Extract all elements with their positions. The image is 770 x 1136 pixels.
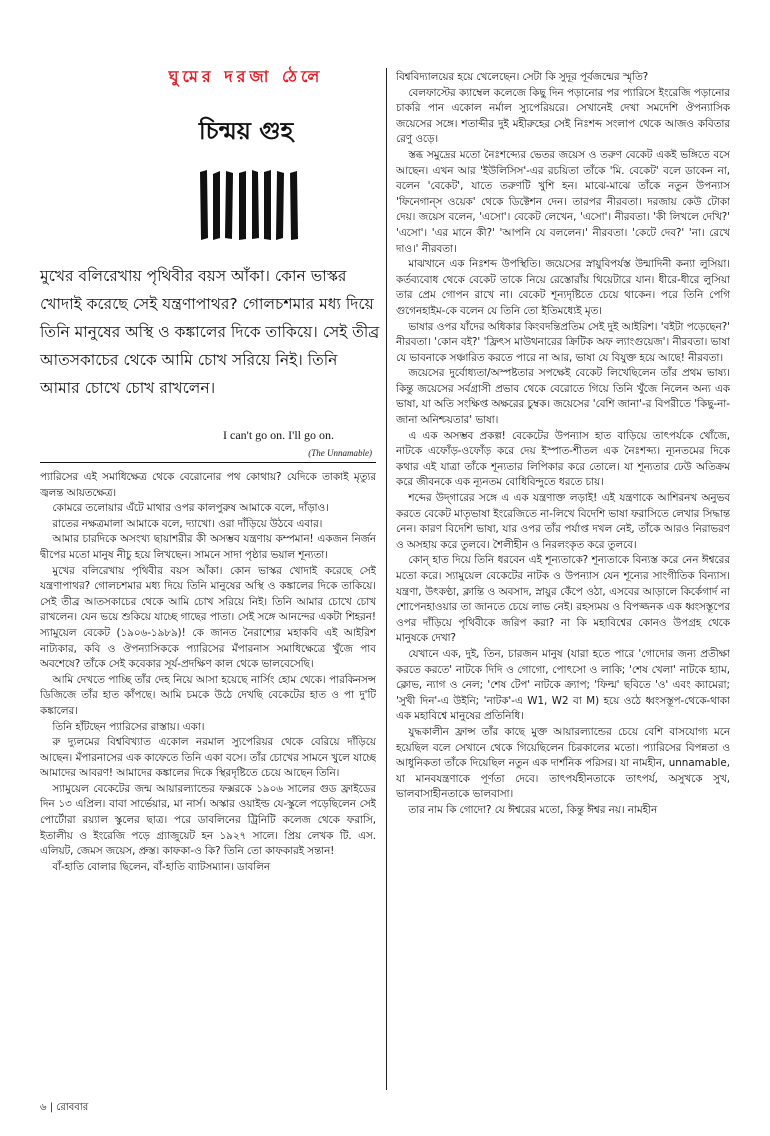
paragraph: জয়েসের দুর্বোধ্যতা/অস্পষ্টতার সপক্ষেই বেকেট লিখেছিলেন তাঁর প্রথম ভাষ্য। কিন্তু জয়েসের সর্বগ্রাসী প্রভাব থেকে বেরোতে গিয়ে তিনি খুঁজে নিলেন অন্য এক ভাষা, যা অতি সংক্ষিপ্ত অক্ষরের চুম্বক। জয়েসের 'বেশি জানা'-র বিপরীতে 'কিছু-না-জানা অনিশ্চয়তার' ভাষা। — [396, 367, 730, 427]
paragraph: স্তব্ধ সমুদ্রের মতো নৈঃশব্দ্যের ভেতর জয়েস ও তরুণ বেকেট একই ভঙ্গিতে বসে আছেন। এখন আর 'ইউলিসিস'-এর রচয়িতা তাঁকে 'মি. বেকেট' বলে ডাকেন না, বলেন 'বেকেট', যাতে তরুণটি খুশি হন। মাঝে-মাঝে তাঁকে নতুন উপন্যাস 'ফিনেগান্‌স ওয়েক' থেকে ডিক্টেশন দেন। তারপর নীরবতা। দরজায় কেউ টোকা দেয়। জয়েস বলেন, 'এসো'। বেকেট লেখেন, 'এসো'। নীরবতা। 'কী লিখলে দেখি?' 'এসো'। 'এর মানে কী?' 'আপনি যে বললেন।' নীরবতা। 'কেটে দেব?' 'না। রেখে দাও।' নীরবতা। — [396, 148, 730, 255]
article-column-right — [396, 70, 730, 1082]
paragraph: আমি দেখতে পাচ্ছি তাঁর দেহ নিয়ে আসা হয়েছে নার্সিং হোম থেকে। পারকিনসন্স ডিজিজে তাঁর হাত কাঁপছে। আমি চমকে উঠে দেখছি বেকেটের হাত ও পা দু'টি কঙ্কালের। — [40, 673, 376, 717]
paragraph: তার নাম কি গোদো? যে ঈশ্বরের মতো, কিন্তু ঈশ্বর নয়। নামহীন — [408, 803, 658, 816]
paragraph: শব্দের উদ্‌গারের সঙ্গে এ এক যন্ত্রণাক্ত লড়াই! এই যন্ত্রণাকে আশিরনখ অনুভব করতে বেকেট মাতৃভাষা ইংরেজিতে না-লিখে বিদেশি ভাষা ফরাসিতে লেখার সিদ্ধান্ত নেন। কারণ বিদেশি ভাষা, যার ওপর তাঁর পর্যাপ্ত দখল নেই, তাঁকে আরও নিরাভরণ ও অসহায় করে তুলবে। শৈলীহীন ও নিরলংকৃত করে তুলবে। — [396, 492, 730, 551]
lede-paragraph: মুখের বলিরেখায় পৃথিবীর বয়স আঁকা। কোন ভাস্কর খোদাই করেছে সেই যন্ত্রণাপাথর? গোলচশমার মধ্য দিয়ে তিনি মানুষের অস্থি ও কঙ্কালের দিকে তাকিয়ে। সেই তীব্র আতসকাচের থেকে আমি চোখ সরিয়ে নিই। তিনি আমার চোখে চোখ রাখলেন। — [40, 267, 380, 397]
paragraph: বাঁ-হাতি বোলার ছিলেন, বাঁ-হাতি ব্যাটসম্যান। ডাবলিন — [52, 860, 271, 873]
column-divider — [386, 68, 387, 1090]
paragraph: প্যারিসের এই সমাধিক্ষেত্র থেকে বেরোনোর পথ কোথায়? যেদিকে তাকাই মৃত্যুর জ্বলন্ত আয়তক্ষেত্র। — [40, 471, 376, 499]
paragraph: তিনি হাঁটছেন প্যারিসের রাস্তায়। একা। — [52, 720, 205, 733]
epigraph-source: (The Unnamable) — [308, 448, 372, 458]
article-column-left — [40, 470, 376, 1080]
paragraph: যুদ্ধকালীন ফ্রান্স তাঁর কাছে মুক্ত আয়ারল্যান্ডের চেয়ে বেশি বাসযোগ্য মনে হয়েছিল বলে সেখানে থেকে গিয়েছিলেন চিরকালের মতো। প্যারিসের বিপন্নতা ও আধুনিকতা তাঁকে দিয়েছিল নতুন এক দার্শনিক পরিসর। যা নামহীন, unnamable, যা মানবযন্ত্রণাকে পূর্ণতা দেবে। তাৎপর্যহীনতাকে তাৎপর্য, অসুখকে সুখ, ভালবাসাহীনতাকে ভালবাসা। — [396, 725, 730, 801]
paragraph: আমার চারদিকে অসংখ্য ছায়াশরীর কী অসম্ভব যন্ত্রণায় কম্পমান! একজন নির্জন দ্বীপের মতো মানুষ নীচু হয়ে লিখছেন। সামনে সাদা পৃষ্ঠার ভয়াল শূন্যতা। — [40, 533, 376, 561]
section-kicker: ঘুমের দরজা ঠেলে — [168, 67, 324, 86]
author-name: চিন্ময় গুহ — [198, 117, 294, 145]
footer-separator: | — [49, 1102, 57, 1113]
page-footer — [40, 1100, 88, 1117]
paragraph: রু দ্যুলমের বিশ্ববিখ্যাত একোল নরমাল স্যুপেরিয়র থেকে বেরিয়ে দাঁড়িয়ে আছেন। মঁপারনাসের এক কাফেতে তিনি একা বসে। তাঁর চোখের সামনে খুলে যাচ্ছে আমাদের আবরণ! আমাদের কঙ্কালের দিকে স্থিরদৃষ্টিতে চেয়ে আছেন তিনি। — [40, 736, 376, 780]
paragraph: রাতের নক্ষত্রমালা আমাকে বলে, দ্যাখো। ওরা দাঁড়িয়ে উঠবে এবার। — [52, 517, 323, 530]
paragraph: মুখের বলিরেখায় পৃথিবীর বয়স আঁকা। কোন ভাস্কর খোদাই করেছে সেই যন্ত্রণাপাথর? গোলচশমার মধ্য দিয়ে তিনি মানুষের অস্থি ও কঙ্কালের দিকে তাকিয়ে। সেই তীব্র আতসকাচের থেকে আমি চোখ সরিয়ে নিই। তিনি আমার চোখে চোখ রাখলেন। যেন ভয়ে শুকিয়ে যাচ্ছে গাছের পাতা। সেই সঙ্গে আনন্দের একটা শিহরন! স্যামুয়েল বেকেট (১৯০৬-১৯৮৯)! কে জানত নৈরাশ্যের মহাকবি এই আইরিশ নাট্যকার, কবি ও ঔপন্যাসিককে প্যারিসের মঁপারনাস সমাধিক্ষেত্রে খুঁজে পাব অবশেষে? তাঁকে সেই কবেকার সূর্য-প্রদক্ষিণ কাল থেকে ভালবেসেছি। — [40, 564, 376, 671]
paragraph: কোন্‌ হাত দিয়ে তিনি ধরবেন এই শূন্যতাকে? শূন্যতাকে বিন্যস্ত করে নেন ঈশ্বরের মতো করে। স্যামুয়েল বেকেটের নাটক ও উপন্যাস যেন শূন্যের সাংগীতিক বিন্যাস। যন্ত্রণা, উৎকণ্ঠা, ক্লান্তি ও অবসাদ, স্নায়ুর কেঁপে ওঠা, এসবের আড়ালে কির্কেগার্দ না শোপেনহাওয়ার তা জানতে চেয়ে লাভ নেই। রহস্যময় ও বিপজ্জনক এক ধ্বংসস্তূপের ওপর দাঁড়িয়ে পৃথিবীকে জরিপ করা? না কি মহাবিশ্বের কোনও উপগ্রহ থেকে মানুষকে দেখা? — [396, 554, 730, 645]
paragraph: কোমরে তলোয়ার এঁটে মাথার ওপর কালপুরুষ আমাকে বলে, দাঁড়াও। — [52, 502, 329, 515]
paragraph: এ এক অসম্ভব প্রকল্প! বেকেটের উপন্যাস হাত বাড়িয়ে তাৎপর্যকে খোঁজে, নাটকে এফোঁড়-ওফোঁড় করে দেয় ইস্পাত-শীতল এক নৈঃশব্দ্য। ন্যূনতমের দিকে কথার এই যাত্রা তাঁকে শূন্যতার লিপিকার করে তোলে। যা শূন্যতার ঢেউ অতিক্রম করে জীবনকে এক ন্যূনতম বোধিবিন্দুতে ধরতে চায়। — [396, 429, 730, 489]
paragraph: যেখানে এক, দুই, তিন, চারজন মানুষ (যারা হতে পারে 'গোদোর জন্য প্রতীক্ষা করতে করতে' নাটকে দিদি ও গোগো, পোৎসো ও লাকি; 'শেষ খেলা' নাটকে হ্যাম, ক্লোভ, ন্যাগ ও নেল; 'শেষ টেপ' নাটকে ক্র্যাপ; 'ফিল্ম' ছবিতে 'ও' এবং ক্যামেরা; 'সুখী দিন'-এ উইনি; 'নাটক'-এ W1, W2 বা M) হয়ে ওঠে ধ্বংসস্তূপ-থেকে-থাকা এক মহাবিশ্বে মানুষের প্রতিনিধি। — [396, 647, 730, 723]
paragraph: স্যামুয়েল বেকেটের জন্ম আয়ারল্যান্ডের ফক্সরকে ১৯০৬ সালের গুড ফ্রাইডের দিন ১৩ এপ্রিল। বাবা সার্ভেয়ার, মা নার্স। অস্কার ওয়াইল্ড যে-স্কুলে পড়েছিলেন সেই পোর্টোরা রয়্যাল স্কুলের ছাত্র। পরে ডাবলিনের ট্রিনিটি কলেজ থেকে ফরাসি, ইতালীয় ও ইংরেজি পড়ে গ্র্যাজুয়েট হন ১৯২৭ সালে। প্রিয় লেখক টি. এস. এলিয়ট, জেমস জয়েস, প্রুস্ত। কাফকা-ও কি? তিনি তো কাফকারই সন্তান! — [40, 782, 376, 858]
paragraph: বেলফাস্টের ক্যাম্বেল কলেজে কিছু দিন পড়ানোর পর প্যারিসে ইংরেজি পড়ানোর চাকরি পান একোল নর্মাল স্যুপেরিয়রে। সেখানেই দেখা সমদেশি ঔপন্যাসিক জয়েসের সঙ্গে। শতাব্দীর দুই মহীরুহের সেই নিঃশব্দ সংলাপ থেকে আজও কবিতার রেণু ওড়ে। — [396, 86, 730, 146]
paragraph: ভাষার ওপর যাঁদের অধিকার কিংবদন্তিপ্রতিম সেই দুই আইরিশ। 'বইটা পড়েছেন?' নীরবতা। 'কোন বই?' 'ফ্রিৎস মাউথনারের ক্রিটিক অফ ল্যাংগুয়েজ'। নীরবতা। ভাষা যে ভাবনাকে সঞ্চারিত করতে পারে না আর, ভাষা যে বিযুক্ত হয়ে আছে! নীরবতা। — [396, 320, 730, 364]
page-number: ৬ — [40, 1102, 47, 1113]
tally-strokes-icon — [198, 168, 302, 242]
paragraph: মাঝখানে এক নিঃশব্দ উপস্থিতি। জয়েসের স্নায়ুবিপর্যস্ত উন্মাদিনী কন্যা লুসিয়া। কর্তব্যবোধ থেকে বেকেট তাকে নিয়ে রেস্তোরাঁয় থিয়েটারে যান। ধীরে-ধীরে লুসিয়া তার প্রেম গোপন রাখে না। বেকেট শূন্যদৃষ্টিতে চেয়ে থাকেন। পরে তিনি পেগি গুগেনহাইম-কে বলেন যে তিনি তো ইতিমধ্যেই মৃত। — [396, 258, 730, 317]
section-divider — [40, 462, 376, 463]
section-name: রোববার — [56, 1102, 89, 1113]
paragraph: বিশ্ববিদ্যালয়ের হয়ে খেলেছেন। সেটা কি সুদূর পূর্বজন্মের স্মৃতি? — [396, 71, 649, 83]
epigraph-text: I can't go on. I'll go on. — [223, 428, 334, 442]
